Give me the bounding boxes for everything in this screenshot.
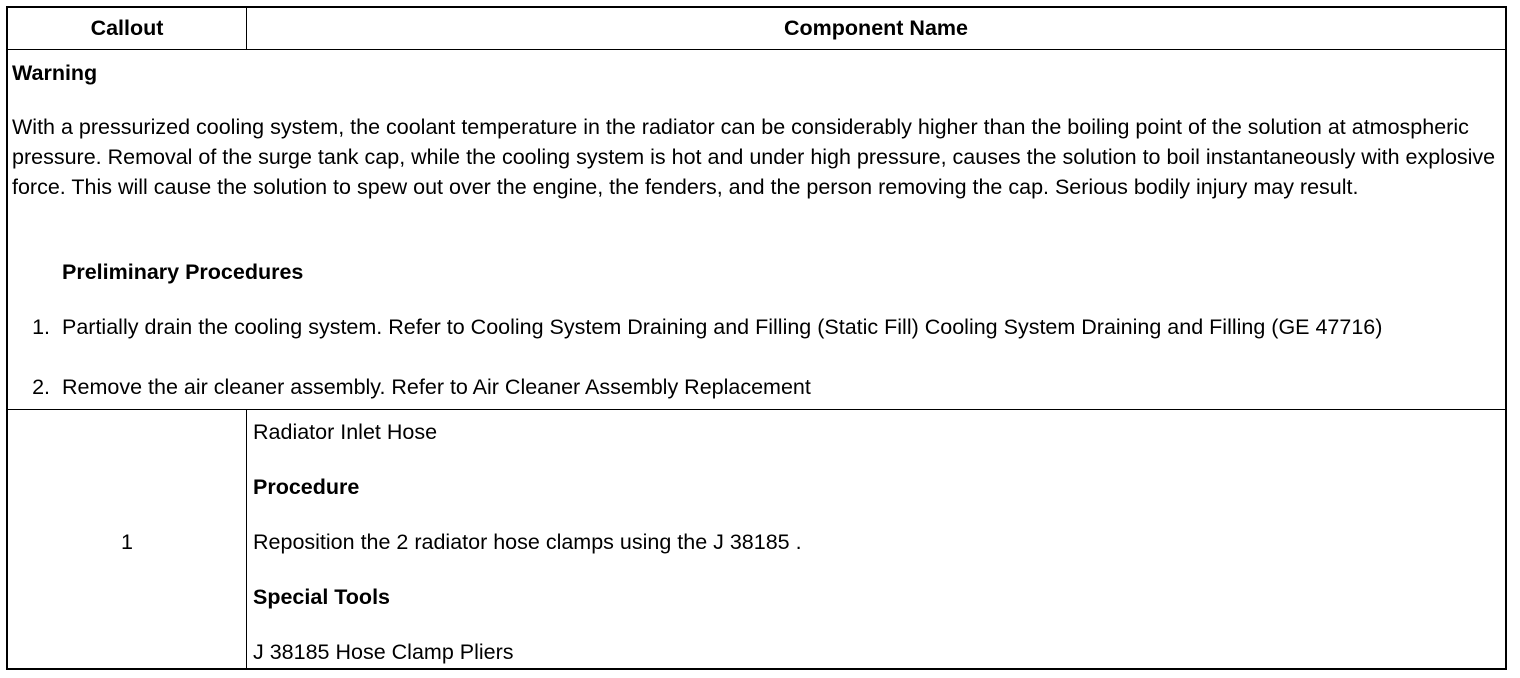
step-text: Partially drain the cooling system. Refer to Cooling System Draining and Filling (Static Fill) Cooling System Draining and Filling (GE 47716) [62,315,1383,339]
procedure-label: Procedure [253,475,360,499]
step-number: 1. [32,315,50,339]
step-number: 2. [32,375,50,399]
warning-text: With a pressurized cooling system, the coolant temperature in the radiator can be considerably higher than the boiling point of the solution at atmospheric pressure. Removal of the surge tank cap, while the cooling system is hot and under high pressure, causes the solution to boil instantaneously with explosive force. This will cause the solution to spew out over the engine, the fenders, and the person removing the cap. Serious bodily injury may result. [12,115,1496,199]
component-cell [247,410,1505,668]
table-row [8,410,1505,668]
callout-cell [8,410,247,668]
warning-section [8,50,1505,410]
step-text: Remove the air cleaner assembly. Refer to Air Cleaner Assembly Replacement [62,375,811,399]
table-header-row [8,8,1505,50]
header-callout: Callout [8,8,247,49]
special-tools-label: Special Tools [253,585,390,609]
preliminary-procedures-title: Preliminary Procedures [62,260,304,284]
special-tools-text: J 38185 Hose Clamp Pliers [253,640,514,664]
callout-number: 1 [121,530,133,554]
warning-title: Warning [12,61,98,85]
header-component-name: Component Name [784,16,968,40]
component-table [6,6,1507,670]
procedure-text: Reposition the 2 radiator hose clamps using the J 38185 . [253,530,802,554]
component-name: Radiator Inlet Hose [253,420,438,444]
